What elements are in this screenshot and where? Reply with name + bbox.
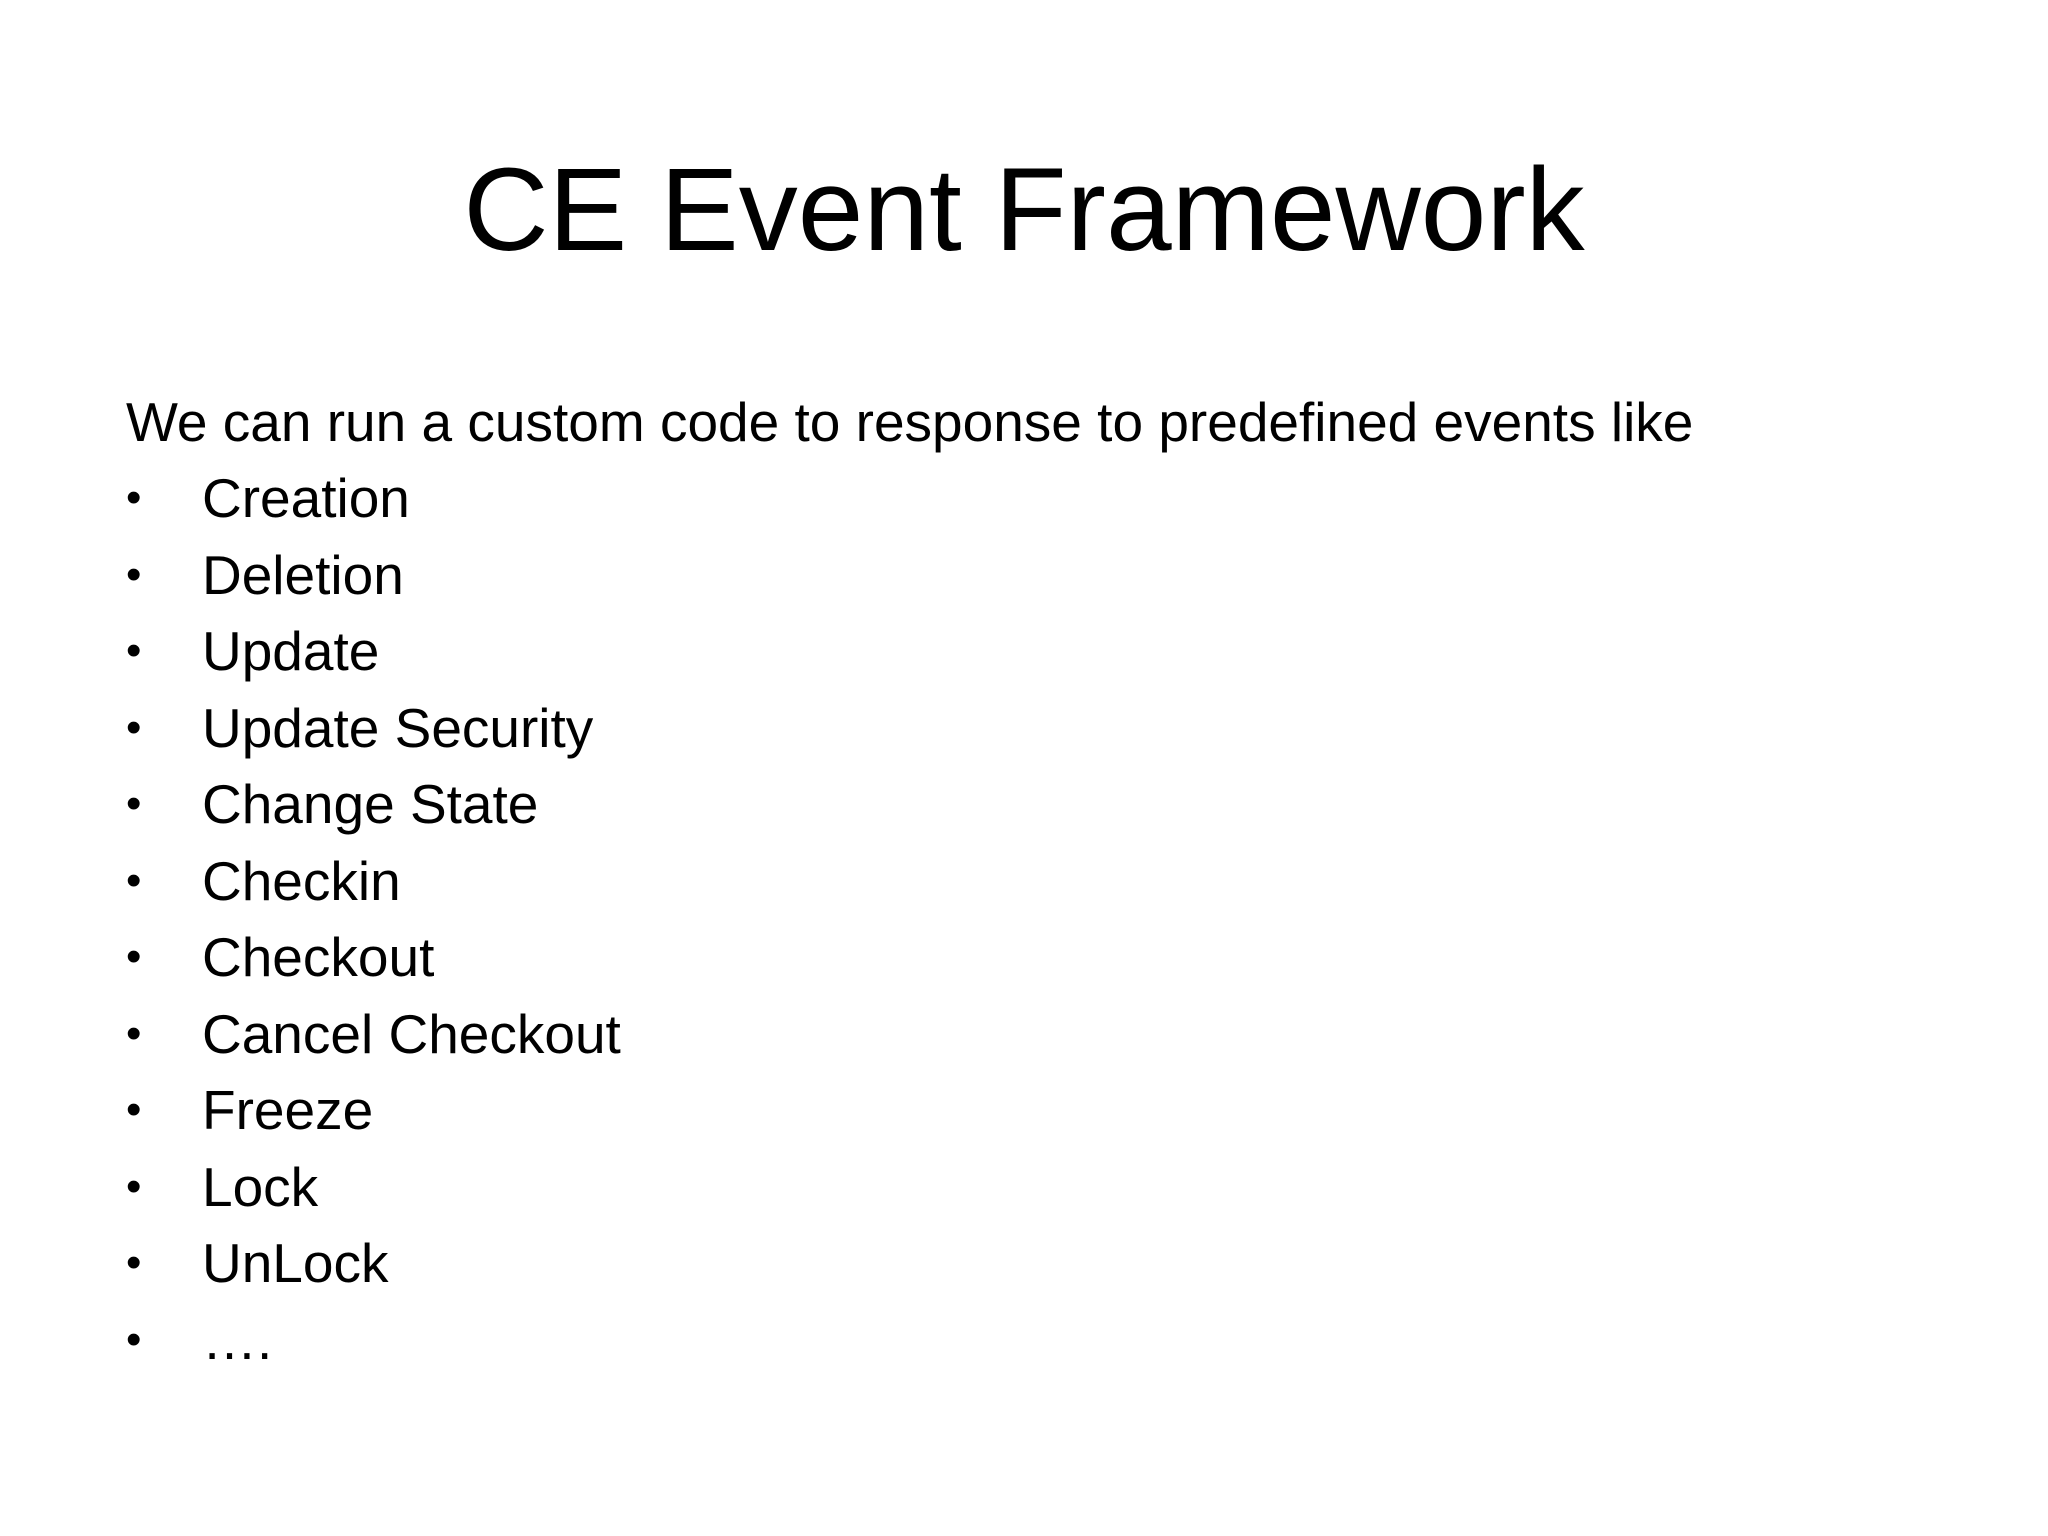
bullet-icon: • — [126, 855, 142, 905]
list-item — [126, 996, 1976, 1073]
event-label: …. — [202, 1308, 273, 1371]
bullet-icon: • — [126, 549, 142, 599]
slide-title: CE Event Framework — [463, 144, 1585, 276]
event-label: Cancel Checkout — [202, 1002, 621, 1065]
bullet-icon: • — [126, 1314, 142, 1364]
bullet-icon: • — [126, 1085, 142, 1134]
event-label: Freeze — [202, 1079, 374, 1141]
bullet-icon: • — [126, 1008, 142, 1058]
bullet-icon: • — [126, 1161, 142, 1211]
list-item — [126, 690, 1976, 767]
list-item — [126, 460, 1976, 537]
bullet-icon: • — [126, 626, 142, 675]
event-label: Update Security — [202, 696, 594, 759]
slide-body — [126, 384, 1976, 1378]
event-label: Creation — [202, 467, 410, 529]
event-label: Update — [202, 620, 380, 682]
list-item — [126, 1225, 1976, 1302]
event-label: Checkout — [202, 926, 435, 988]
event-label: Change State — [202, 773, 539, 835]
list-item — [126, 919, 1976, 996]
event-label: Deletion — [202, 543, 404, 606]
list-item — [126, 1149, 1976, 1226]
bullet-icon: • — [126, 779, 142, 828]
event-label: Lock — [202, 1155, 319, 1218]
intro-text: We can run a custom code to response to predefined events like — [126, 391, 1694, 453]
bullet-icon: • — [126, 1238, 142, 1287]
event-list — [126, 460, 1976, 1378]
list-item — [126, 537, 1976, 614]
bullet-icon: • — [126, 702, 142, 752]
list-item — [126, 613, 1976, 690]
bullet-icon: • — [126, 932, 142, 981]
list-item — [126, 1302, 1976, 1379]
bullet-icon: • — [126, 473, 142, 522]
event-label: UnLock — [202, 1232, 389, 1294]
list-item — [126, 766, 1976, 843]
list-item — [126, 843, 1976, 920]
event-label: Checkin — [202, 849, 401, 912]
list-item — [126, 1072, 1976, 1149]
